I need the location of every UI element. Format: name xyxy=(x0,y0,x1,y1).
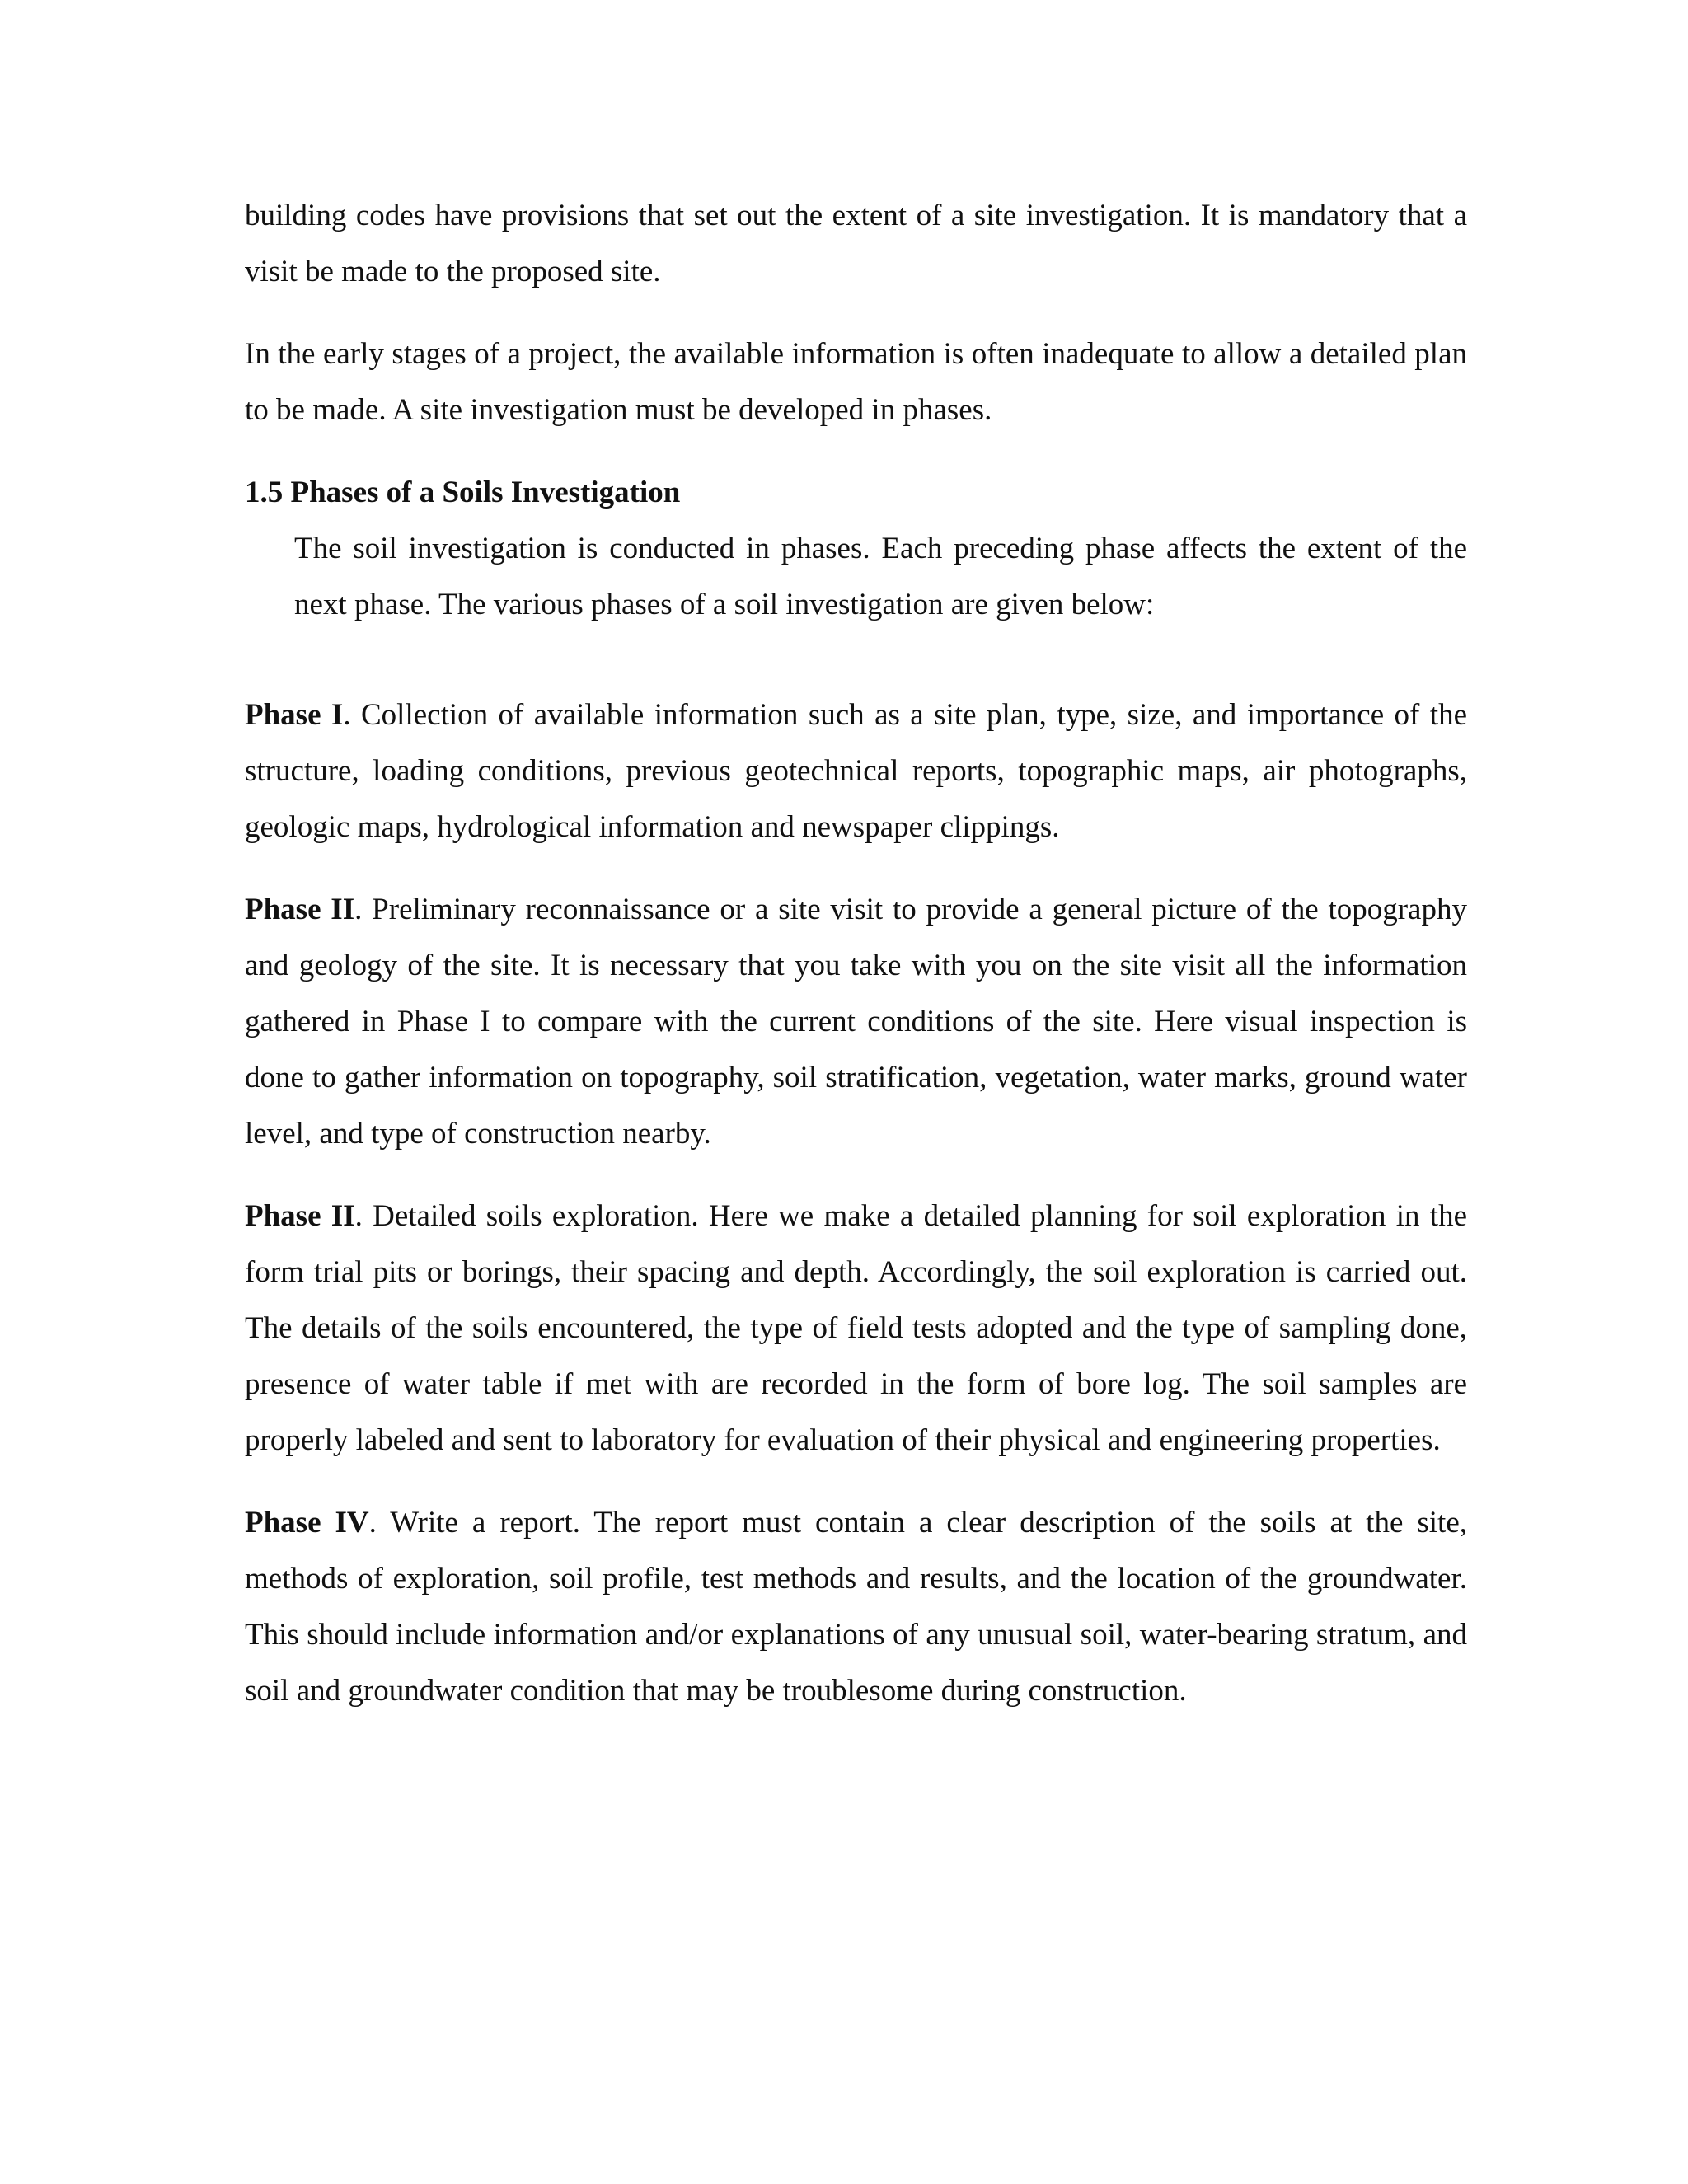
phase-3-label: Phase II xyxy=(245,1199,355,1233)
phase-3-text: . Detailed soils exploration. Here we make a detailed planning for soil exploration in the form trial pits or borings, their spacing and depth. Accordingly, the soil exploration is carried out. The details of the soils encountered, the type of field tests adopted and the type of sampling done, presence of water table if met with are recorded in the form of bore log. The soil samples are properly labeled and sent to laboratory for evaluation of their physical and engineering properties. xyxy=(245,1199,1467,1457)
phase-4-text: . Write a report. The report must contain a clear description of the soils at the site, methods of exploration, soil profile, test methods and results, and the location of the groundwater. This should include information and/or explanations of any unusual soil, water-bearing stratum, and soil and groundwater condition that may be troublesome during construction. xyxy=(245,1506,1467,1708)
phase-4-paragraph xyxy=(245,1495,1467,1719)
phase-4-label: Phase IV xyxy=(245,1506,369,1540)
phase-2-label: Phase II xyxy=(245,893,355,926)
phase-2-paragraph xyxy=(245,882,1467,1162)
phase-1-paragraph xyxy=(245,687,1467,855)
phase-3-paragraph xyxy=(245,1188,1467,1469)
phase-1-label: Phase I xyxy=(245,698,344,732)
document-page xyxy=(245,188,1467,1719)
section-intro: The soil investigation is conducted in phases. Each preceding phase affects the extent of the next phase. The various phases of a soil investigation are given below: xyxy=(294,532,1467,621)
phase-2-text: . Preliminary reconnaissance or a site visit to provide a general picture of the topography and geology of the site. It is necessary that you take with you on the site visit all the information gathered in Phase I to compare with the current conditions of the site. Here visual inspection is done to gather information on topography, soil stratification, vegetation, water marks, ground water level, and type of construction nearby. xyxy=(245,893,1467,1151)
phase-1-text: . Collection of available information such as a site plan, type, size, and importance of the structure, loading conditions, previous geotechnical reports, topographic maps, air photographs, geologic maps, hydrological information and newspaper clippings. xyxy=(245,698,1467,844)
paragraph-early-stages: In the early stages of a project, the available information is often inadequate to allow a detailed plan to be made. A site investigation must be developed in phases. xyxy=(245,337,1467,427)
section-heading: 1.5 Phases of a Soils Investigation xyxy=(245,476,681,509)
paragraph-site-visit: building codes have provisions that set out the extent of a site investigation. It is mandatory that a visit be made to the proposed site. xyxy=(245,199,1467,288)
